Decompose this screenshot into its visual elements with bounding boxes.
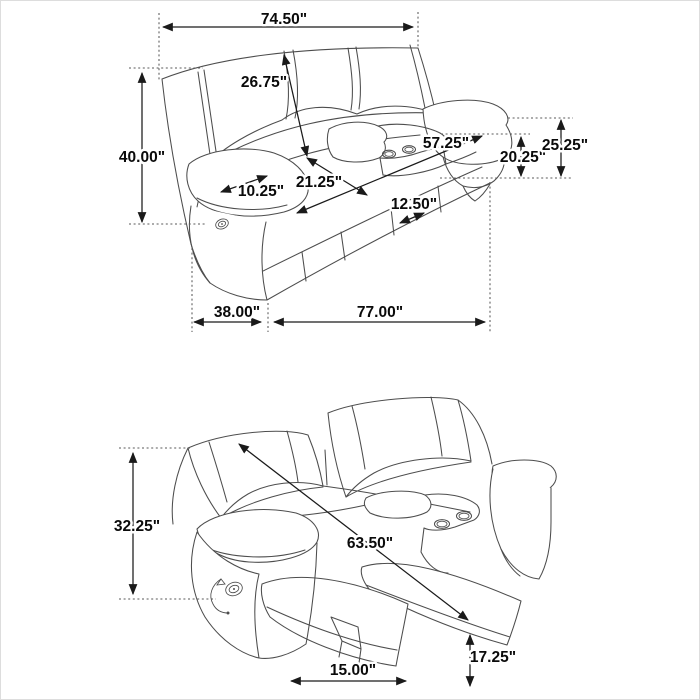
console-lid-reclined — [364, 491, 431, 518]
dim-label-overall-width: 74.50" — [260, 11, 308, 28]
dim-label-seat-height: 20.25" — [499, 149, 547, 166]
sofa-closed-illustration — [162, 45, 512, 300]
dim-label-front-width: 77.00" — [356, 304, 404, 321]
right-backrest — [328, 398, 471, 497]
dim-label-reclined-depth: 63.50" — [346, 535, 394, 552]
console-lid — [327, 122, 386, 162]
console-cupholders-reclined — [435, 512, 472, 529]
dim-label-reclined-height: 32.25" — [113, 518, 161, 535]
dim-footrest-height — [470, 635, 516, 686]
dim-label-overall-height: 40.00" — [118, 149, 166, 166]
left-backrest — [188, 431, 323, 518]
dim-label-seat-span: 57.25" — [422, 135, 470, 152]
dim-front-width — [274, 182, 490, 332]
console-cupholders — [383, 146, 416, 158]
dim-label-footrest-height: 17.25" — [469, 649, 517, 666]
dim-label-depth: 38.00" — [213, 304, 261, 321]
sofa-reclined-illustration — [172, 397, 556, 666]
dim-label-arm-height: 25.25" — [541, 137, 589, 154]
dim-seat-width — [296, 158, 367, 195]
dim-label-back-height: 26.75" — [240, 74, 288, 91]
dim-label-arm-width: 10.25" — [237, 183, 285, 200]
dim-label-footrest-length: 15.00" — [329, 662, 377, 679]
dim-base-span — [391, 196, 437, 223]
dim-label-seat-width: 21.25" — [295, 174, 343, 191]
dim-label-base-span: 12.50" — [390, 196, 438, 213]
